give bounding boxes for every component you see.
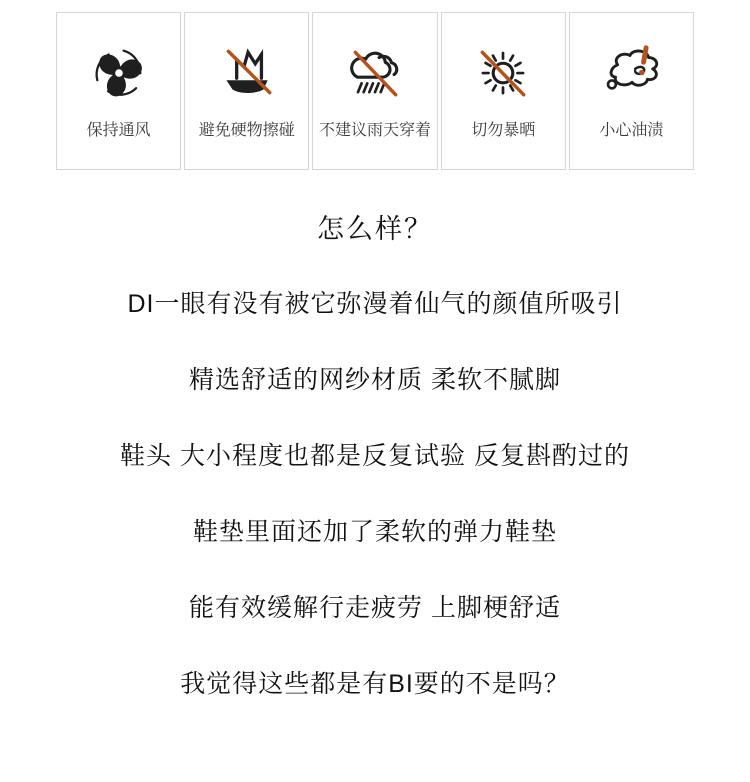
no-rain-icon — [342, 39, 408, 105]
care-item-label: 小心油渍 — [599, 122, 664, 139]
product-description — [0, 170, 750, 720]
oil-stain-icon — [598, 39, 664, 105]
care-item-avoid-hard-objects — [184, 12, 309, 170]
fan-icon — [86, 39, 152, 105]
care-item-ventilation — [56, 12, 181, 170]
care-item-oil-stains — [569, 12, 694, 170]
description-line: 鞋垫里面还加了柔软的弹力鞋垫 — [192, 518, 557, 546]
care-item-no-sun — [441, 12, 566, 170]
no-hard-object-icon — [214, 39, 280, 105]
care-item-no-rain — [312, 12, 437, 170]
description-line: 鞋头 大小程度也都是反复试验 反复斟酌过的 — [120, 442, 630, 470]
care-item-label: 避免硬物擦碰 — [198, 122, 295, 139]
description-line: DI一眼有没有被它弥漫着仙气的颜值所吸引 — [127, 290, 623, 318]
care-instructions-row — [56, 12, 694, 170]
description-heading: 怎么样？ — [317, 213, 433, 244]
no-sun-icon — [470, 39, 536, 105]
care-item-label: 保持通风 — [86, 122, 151, 139]
care-item-label: 不建议雨天穿着 — [319, 122, 432, 139]
description-line: 能有效缓解行走疲劳 上脚梗舒适 — [189, 594, 561, 622]
description-line: 我觉得这些都是有BI要的不是吗？ — [180, 670, 570, 698]
description-line: 精选舒适的网纱材质 柔软不腻脚 — [189, 366, 561, 394]
care-item-label: 切勿暴晒 — [471, 122, 536, 139]
